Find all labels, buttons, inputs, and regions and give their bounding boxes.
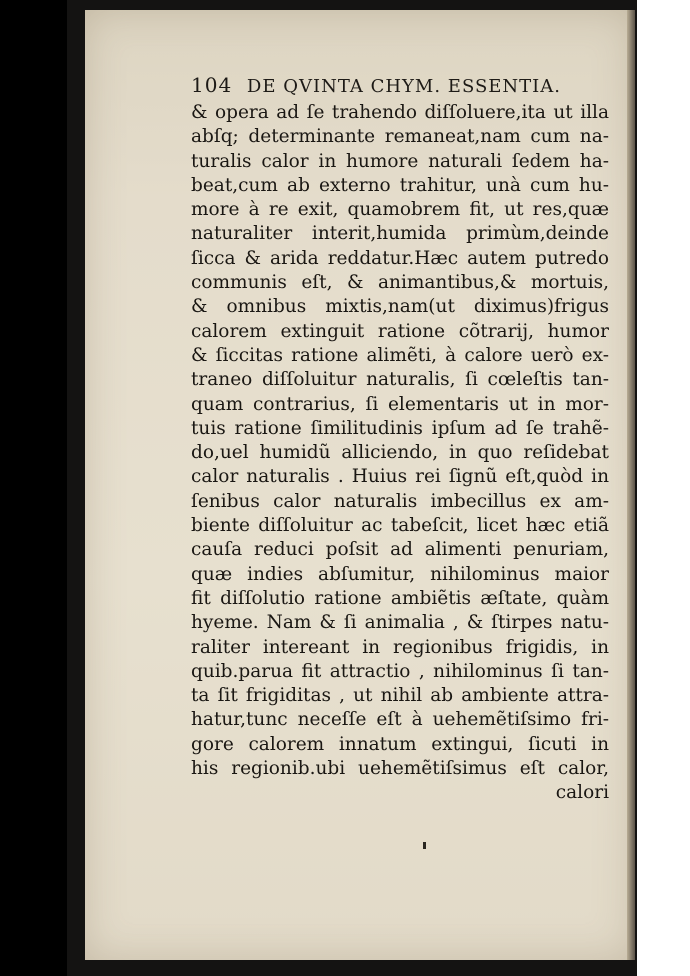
text-line: naturaliter interit,humida primùm,deinde xyxy=(191,223,609,245)
body-text xyxy=(191,101,609,806)
page-header xyxy=(191,73,561,97)
text-line: fit diſſolutio ratione ambiẽtis æſtate, quàm xyxy=(191,587,609,609)
text-line: quam contrarius, ſi elementaris ut in mor- xyxy=(191,393,609,415)
text-line: ſenibus calor naturalis imbecillus ex am- xyxy=(191,490,609,512)
page-edge xyxy=(627,10,635,960)
text-line: & opera ad ſe trahendo diſſoluere,ita ut illa xyxy=(191,102,609,123)
page-number: 104 xyxy=(191,73,233,97)
text-line: quib.parua fit attractio , nihilominus ſi tan- xyxy=(191,660,609,682)
text-line: hatur,tunc neceſſe eſt à uehemẽtiſsimo fri- xyxy=(191,709,609,731)
scan-background xyxy=(0,0,67,976)
text-line: his regionib.ubi uehemẽtiſsimus eſt calor, xyxy=(191,758,609,780)
text-line: traneo diſſoluitur naturalis, ſi cœleſtis tan- xyxy=(191,369,609,391)
text-line: more à re exit, quamobrem fit, ut res,quæ xyxy=(191,199,609,221)
ink-mark xyxy=(423,842,426,849)
text-line: gore calorem innatum extingui, ſicuti in xyxy=(191,733,609,755)
text-line: ta ſit frigiditas , ut nihil ab ambiente attra- xyxy=(191,685,609,707)
text-line: quæ indies abſumitur, nihilominus maior xyxy=(191,563,609,585)
text-line: communis eſt, & animantibus,& mortuis, xyxy=(191,272,609,294)
catchword: calori xyxy=(555,782,609,804)
running-title: DE QVINTA CHYM. ESSENTIA. xyxy=(246,76,562,97)
text-line: tuis ratione ſimilitudinis ipſum ad ſe trahẽ- xyxy=(191,417,609,439)
text-line: & ſiccitas ratione alimẽti, à calore uerò ex- xyxy=(191,344,609,366)
text-line: turalis calor in humore naturali ſedem ha- xyxy=(191,150,609,172)
text-line: hyeme. Nam & ſi animalia , & ſtirpes natu- xyxy=(191,612,609,634)
text-line: biente diſſoluitur ac tabeſcit, licet hæc etiã xyxy=(191,515,609,537)
text-line: raliter intereant in regionibus frigidis, in xyxy=(191,636,609,658)
text-line: cauſa reduci poſsit ad alimenti penuriam, xyxy=(191,539,609,561)
text-line: calorem extinguit ratione cõtrarij, humor xyxy=(191,320,609,342)
text-line: calor naturalis . Huius rei ſignũ eſt,quòd in xyxy=(191,466,609,488)
text-line: do,uel humidũ alliciendo, in quo reſidebat xyxy=(191,442,609,464)
text-line: beat,cum ab externo trahitur, unà cum hu- xyxy=(191,174,609,196)
text-line: & omnibus mixtis,nam(ut diximus)frigus xyxy=(191,296,609,318)
text-line: ſicca & arida reddatur.Hæc autem putredo xyxy=(191,247,609,269)
text-line: abſq; determinante remaneat,nam cum na- xyxy=(191,126,609,148)
